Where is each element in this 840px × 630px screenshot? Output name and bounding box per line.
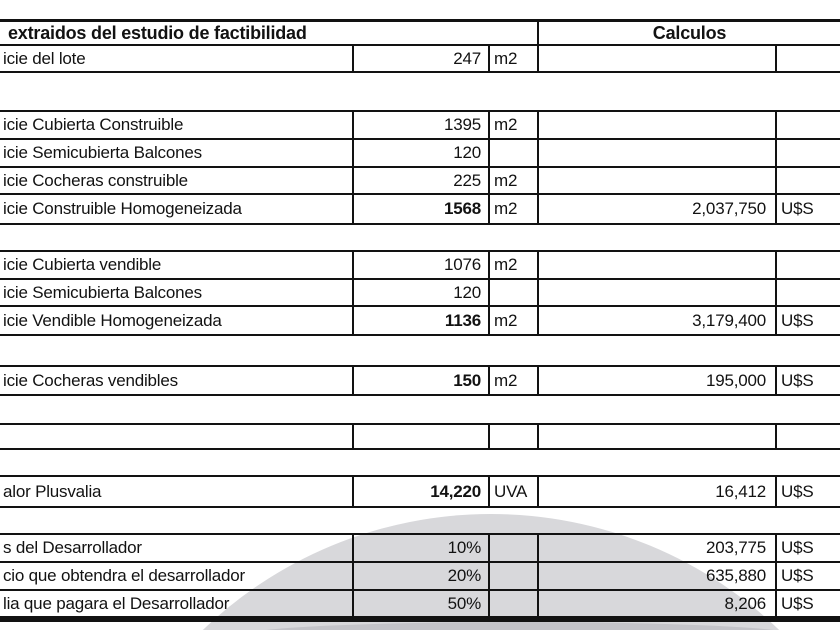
label-cell[interactable]: icie Cubierta Construible	[3, 115, 184, 134]
unit-cell[interactable]	[488, 591, 537, 616]
value-cell[interactable]: 20%	[352, 563, 488, 589]
section-cocheras	[0, 365, 840, 396]
calc-cell[interactable]: 203,775	[537, 535, 775, 561]
label-cell[interactable]: icie Semicubierta Balcones	[3, 282, 202, 302]
currency-cell[interactable]	[775, 46, 840, 71]
currency-cell[interactable]: U$S	[775, 591, 840, 616]
currency-cell[interactable]: U$S	[775, 367, 840, 394]
calc-cell[interactable]	[537, 46, 775, 71]
currency-cell[interactable]	[775, 168, 840, 193]
calc-cell[interactable]: 16,412	[537, 477, 775, 506]
currency-cell[interactable]	[775, 280, 840, 305]
calc-cell[interactable]	[537, 425, 775, 448]
unit-cell[interactable]: m2	[488, 168, 537, 193]
label-cell[interactable]: alor Plusvalia	[3, 481, 102, 501]
unit-cell[interactable]: m2	[488, 112, 537, 138]
unit-cell[interactable]: m2	[488, 307, 537, 334]
value-cell[interactable]: 1568	[352, 195, 488, 223]
label-cell[interactable]: icie Construible Homogeneizada	[3, 199, 242, 218]
value-cell[interactable]: 1395	[352, 112, 488, 138]
calc-cell[interactable]: 8,206	[537, 591, 775, 616]
unit-cell[interactable]	[488, 425, 537, 448]
section-plusvalia	[0, 475, 840, 508]
calc-cell[interactable]	[537, 168, 775, 193]
calc-cell[interactable]: 3,179,400	[537, 307, 775, 334]
unit-cell[interactable]: m2	[488, 252, 537, 278]
unit-cell[interactable]: m2	[488, 195, 537, 223]
table-row	[0, 252, 840, 280]
label-cell[interactable]: icie Cocheras construible	[3, 170, 188, 190]
calc-cell[interactable]: 2,037,750	[537, 195, 775, 223]
currency-cell[interactable]	[775, 112, 840, 138]
calculos-column-header: Calculos	[537, 22, 840, 44]
value-cell[interactable]: 247	[352, 46, 488, 71]
currency-cell[interactable]: U$S	[775, 477, 840, 506]
table-row	[0, 112, 840, 140]
unit-cell[interactable]	[488, 535, 537, 561]
section-vendible	[0, 250, 840, 336]
label-cell[interactable]: icie Cocheras vendibles	[3, 370, 178, 390]
table-row	[0, 280, 840, 307]
table-outer-top-border	[0, 19, 840, 22]
value-cell[interactable]: 14,220	[352, 477, 488, 506]
unit-cell[interactable]: m2	[488, 46, 537, 71]
table-row	[0, 46, 840, 73]
value-cell[interactable]: 120	[352, 280, 488, 305]
currency-cell[interactable]: U$S	[775, 307, 840, 334]
calc-cell[interactable]	[537, 252, 775, 278]
value-cell[interactable]: 225	[352, 168, 488, 193]
table-row	[0, 195, 840, 225]
calc-cell[interactable]	[537, 112, 775, 138]
currency-cell[interactable]: U$S	[775, 535, 840, 561]
table-row	[0, 367, 840, 396]
calc-cell[interactable]: 635,880	[537, 563, 775, 589]
label-cell[interactable]: icie Cubierta vendible	[3, 255, 162, 274]
table-row	[0, 140, 840, 168]
value-cell[interactable]: 120	[352, 140, 488, 166]
calc-cell[interactable]	[537, 280, 775, 305]
label-cell[interactable]: icie Vendible Homogeneizada	[3, 310, 222, 330]
label-cell[interactable]: lia que pagara el Desarrollador	[3, 593, 230, 613]
table-title: extraidos del estudio de factibilidad	[8, 22, 307, 43]
currency-cell[interactable]: U$S	[775, 563, 840, 589]
label-cell[interactable]: icie Semicubierta Balcones	[3, 143, 202, 162]
currency-cell[interactable]: U$S	[775, 195, 840, 223]
section-empty	[0, 423, 840, 450]
table-row	[0, 563, 840, 591]
section-desarrollador	[0, 533, 840, 618]
table-row	[0, 307, 840, 336]
value-cell[interactable]: 1076	[352, 252, 488, 278]
unit-cell[interactable]: m2	[488, 367, 537, 394]
value-cell[interactable]: 10%	[352, 535, 488, 561]
value-cell[interactable]: 150	[352, 367, 488, 394]
value-cell[interactable]	[352, 425, 488, 448]
unit-cell[interactable]	[488, 140, 537, 166]
section-construible	[0, 110, 840, 225]
currency-cell[interactable]	[775, 425, 840, 448]
table-row	[0, 535, 840, 563]
section-header	[0, 22, 840, 73]
value-cell[interactable]: 1136	[352, 307, 488, 334]
table-outer-bottom-border	[0, 618, 840, 622]
value-cell[interactable]: 50%	[352, 591, 488, 616]
label-cell[interactable]: icie del lote	[3, 48, 86, 68]
table-row	[0, 591, 840, 618]
unit-cell[interactable]	[488, 563, 537, 589]
table-row	[0, 425, 840, 450]
label-cell[interactable]: cio que obtendra el desarrollador	[3, 566, 245, 585]
label-cell[interactable]	[0, 425, 352, 448]
calc-cell[interactable]	[537, 140, 775, 166]
table-row	[0, 477, 840, 508]
label-cell[interactable]: s del Desarrollador	[3, 538, 142, 557]
table-row	[0, 168, 840, 195]
calc-cell[interactable]: 195,000	[537, 367, 775, 394]
unit-cell[interactable]: UVA	[488, 477, 537, 506]
unit-cell[interactable]	[488, 280, 537, 305]
table-row	[0, 22, 840, 46]
currency-cell[interactable]	[775, 140, 840, 166]
currency-cell[interactable]	[775, 252, 840, 278]
